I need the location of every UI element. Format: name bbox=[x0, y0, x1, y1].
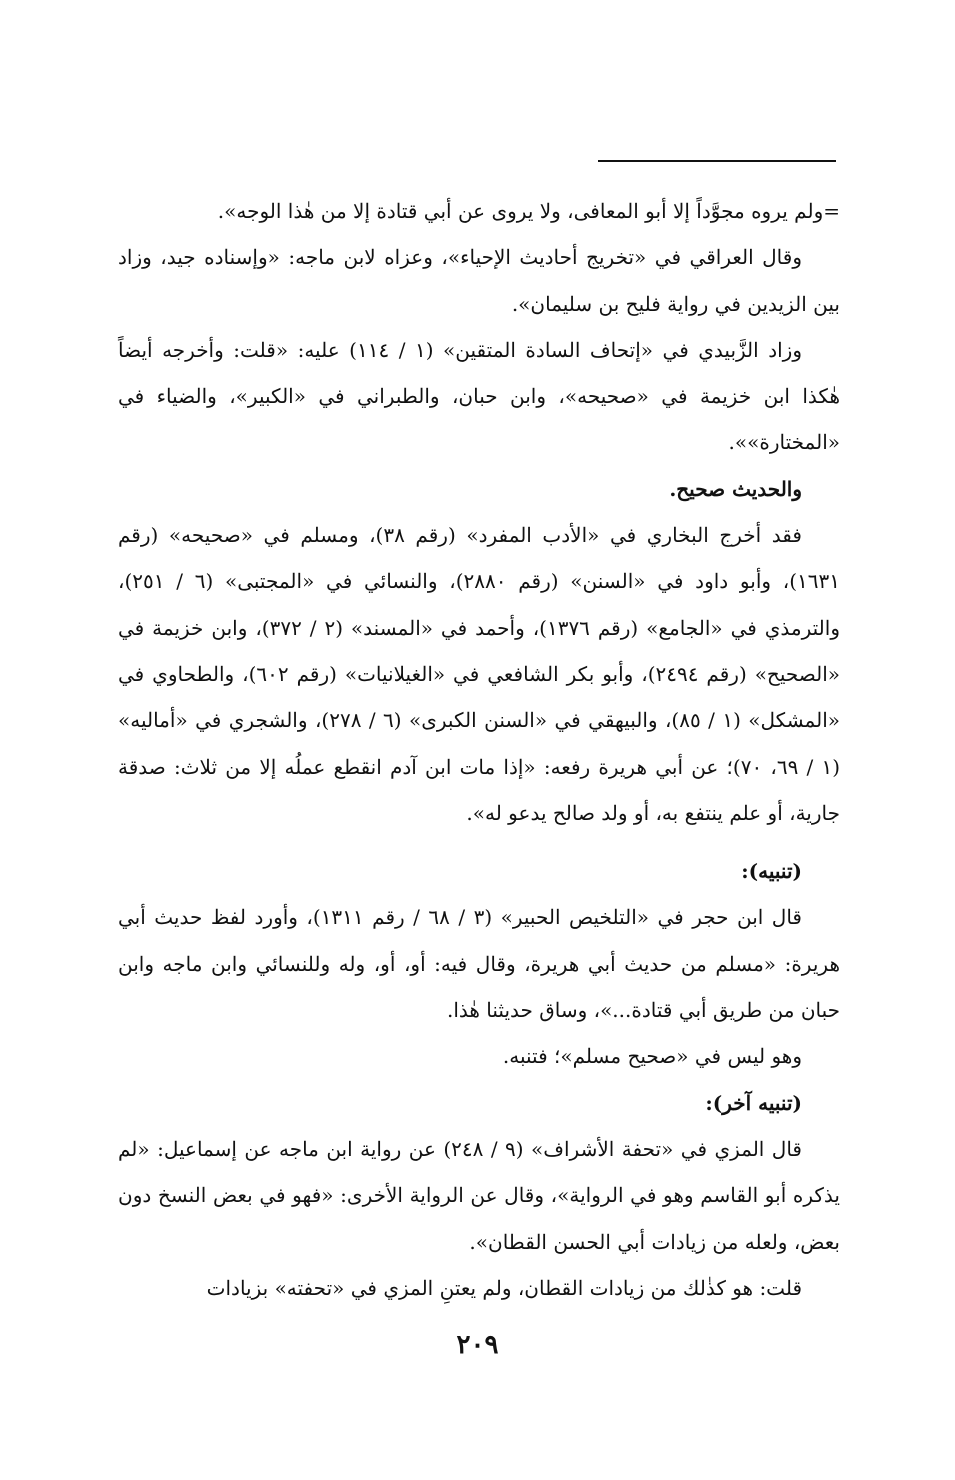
footnote-text bbox=[118, 188, 840, 1311]
paragraph-takhrij: فقد أخرج البخاري في «الأدب المفرد» (رقم ٣٨)، ومسلم في «صحيحه» (رقم ١٦٣١)، وأبو داود في «السنن» (رقم ٢٨٨٠)، والنسائي في «المجتبى» (٦ / ٢٥١)، والترمذي في «الجامع» (رقم ١٣٧٦)، وأحمد في «المسند» (٢ / ٣٧٢)، وابن خزيمة في «الصحيح» (رقم ٢٤٩٤)، وأبو بكر الشافعي في «الغيلانيات» (رقم ٦٠٢)، والطحاوي في «المشكل» (١ / ٨٥)، والبيهقي في «السنن الكبرى» (٦ / ٢٧٨)، والشجري في «أماليه» (١ / ٦٩، ٧٠)؛ عن أبي هريرة رفعه: «إذا مات ابن آدم انقطع عملُه إلا من ثلاث: صدقة جارية، أو علم ينتفع به، أو ولد صالح يدعو له». bbox=[118, 523, 841, 825]
paragraph-not-in-muslim: وهو ليس في «صحيح مسلم»؛ فتنبه. bbox=[502, 1044, 802, 1069]
heading-tanbih: (تنبيه): bbox=[741, 859, 802, 884]
paragraph-ibn-hajar: قال ابن حجر في «التلخيص الحبير» (٣ / ٦٨ / رقم ١٣١١)، وأورد لفظ حديث أبي هريرة: «مسلم من حديث أبي هريرة، وقال فيه: أو، أو، وله وللنسائي وابن ماجه وابن حبان من طريق أبي قتادة...»، وساق حديثنا هٰذا. bbox=[118, 905, 840, 1023]
paragraph-continuation: =ولم يروه مجوَّداً إلا أبو المعافى، ولا يروى عن أبي قتادة إلا من هٰذا الوجه». bbox=[217, 199, 840, 223]
paragraph-iraqi: وقال العراقي في «تخريج أحاديث الإحياء»، وعزاه لابن ماجه: «وإسناده جيد، وزاد بين الزيدين في رواية فليح بن سليمان». bbox=[118, 245, 840, 316]
page-number: ٢٠٩ bbox=[456, 1330, 499, 1360]
paragraph-qultu: قلت: هو كذٰلك من زيادات القطان، ولم يعتنِ المزي في «تحفته» بزيادات bbox=[206, 1275, 802, 1300]
paragraph-mizzi: قال المزي في «تحفة الأشراف» (٩ / ٢٤٨) عن رواية ابن ماجه عن إسماعيل: «لم يذكره أبو القاسم وهو في الرواية»، وقال عن الرواية الأخرى: «فهو في بعض النسخ دون بعض، ولعله من زيادات أبي الحسن القطان». bbox=[118, 1136, 840, 1254]
footnote-separator-rule bbox=[598, 160, 836, 162]
heading-tanbih-akhar: (تنبيه آخر): bbox=[705, 1090, 802, 1115]
paragraph-zabidi: وزاد الزَّبيدي في «إتحاف السادة المتقين» (١ / ١١٤) عليه: «قلت: وأخرجه أيضاً هٰكذا ابن خزيمة في «صحيحه»، وابن حبان، والطبراني في «الكبير»، والضياء في «المختارة»». bbox=[118, 337, 840, 455]
heading-hadith-sahih: والحديث صحيح. bbox=[669, 476, 802, 501]
